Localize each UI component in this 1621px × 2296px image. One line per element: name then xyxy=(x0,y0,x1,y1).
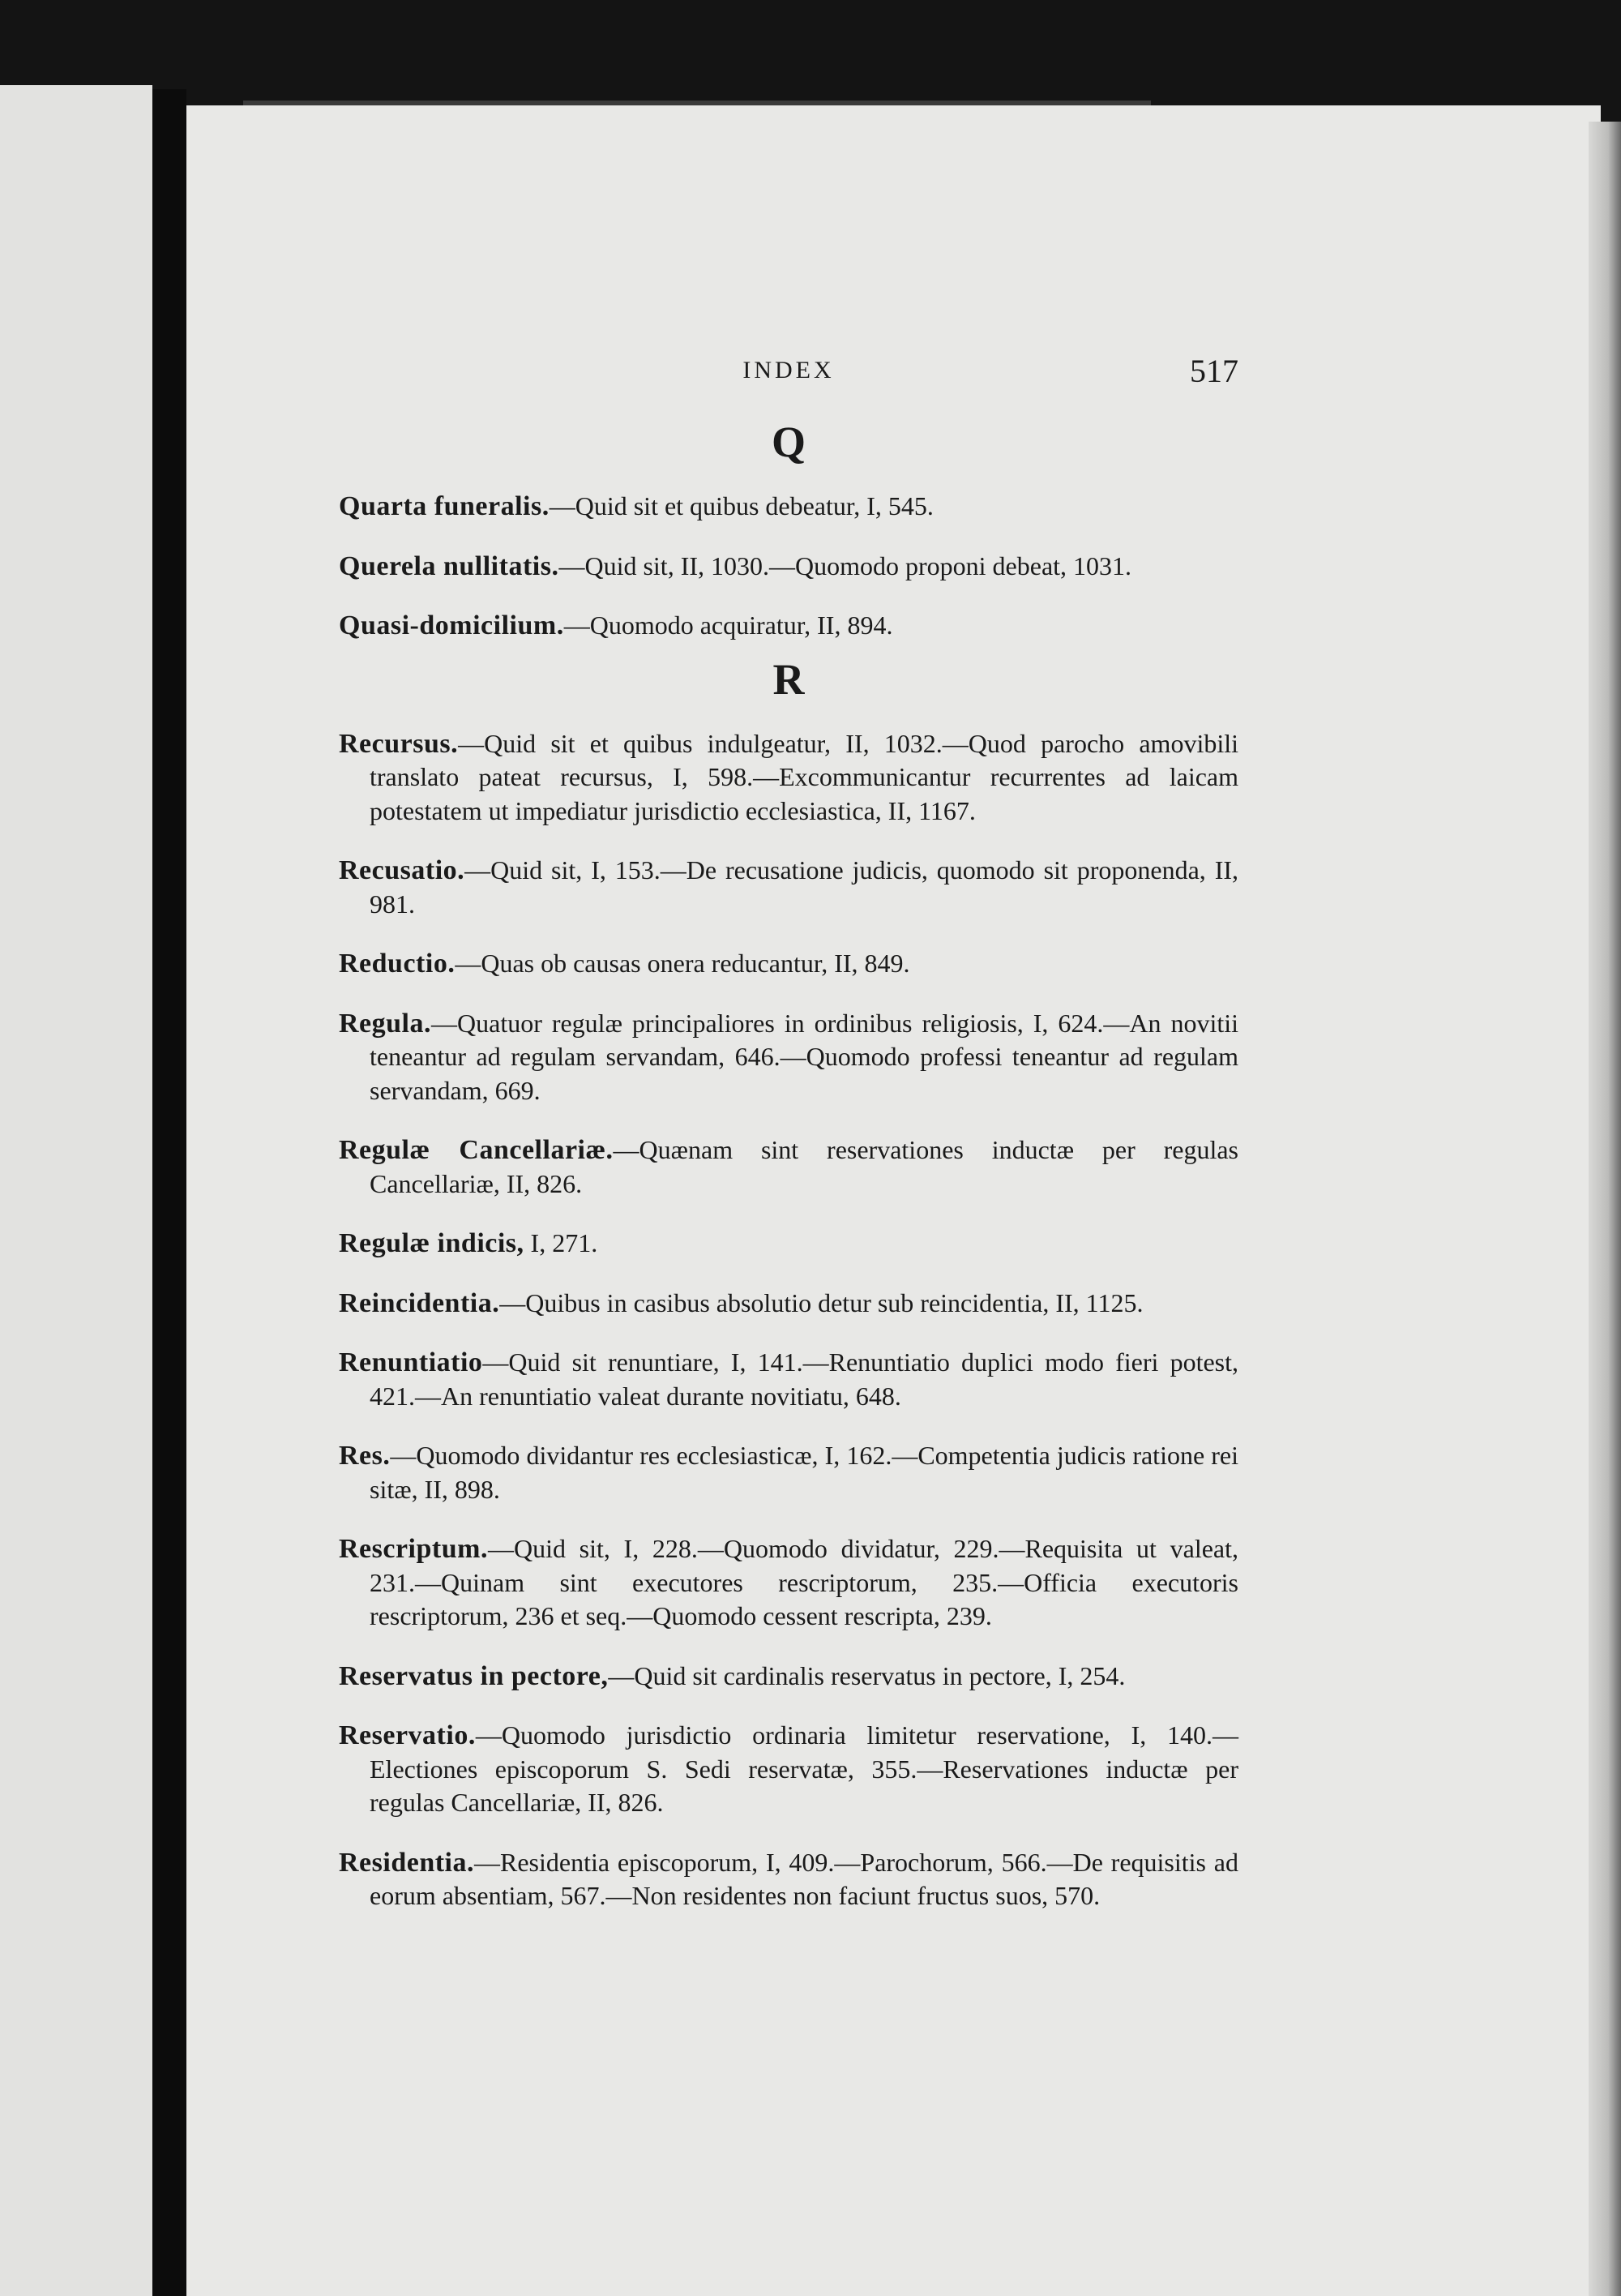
entry-text: —Quomodo acquiratur, II, 894. xyxy=(563,610,893,640)
index-text-block xyxy=(339,353,1239,1924)
index-entry xyxy=(339,1227,1238,1261)
index-entry xyxy=(339,1133,1238,1201)
entry-term: Renuntiatio xyxy=(339,1347,483,1377)
index-entry xyxy=(339,1532,1238,1634)
entry-text: —Quid sit et quibus debeatur, I, 545. xyxy=(549,491,934,520)
index-entry xyxy=(339,1719,1238,1820)
entry-term: Reductio. xyxy=(339,949,456,979)
section-q xyxy=(339,420,1238,643)
entry-text: —Quas ob causas onera reducantur, II, 849. xyxy=(455,949,910,978)
index-entry xyxy=(339,727,1238,829)
index-entry xyxy=(339,550,1238,584)
entry-text: I, 271. xyxy=(524,1228,598,1257)
section-letter: R xyxy=(772,654,805,704)
entry-text: —Quid sit cardinalis reservatus in pectore, I, 254. xyxy=(608,1660,1126,1690)
entry-term: Recursus. xyxy=(339,728,459,759)
entry-term: Residentia. xyxy=(339,1847,474,1878)
entry-term: Res. xyxy=(339,1441,391,1471)
entry-text: —Residentia episcoporum, I, 409.—Parochorum, 566.—De requisitis ad eorum absentiam, 567.—Non residentes non faciunt fructus suos, 570. xyxy=(370,1847,1238,1910)
section-letter: Q xyxy=(771,418,806,466)
index-entry xyxy=(339,1439,1238,1506)
entry-text: —Quid sit, I, 153.—De recusatione judicis, quomodo sit proponenda, II, 981. xyxy=(370,855,1238,919)
facing-page-edge xyxy=(0,85,152,2296)
entry-text: —Quid sit et quibus indulgeatur, II, 1032.—Quod parocho amovibili translato pateat recursus, I, 598.—Excommunicantur recurrentes ad laicam potestatem ut impediatur jurisdictio ecclesiastica, II, 1167. xyxy=(370,728,1238,825)
running-head-title: INDEX xyxy=(742,357,835,383)
entry-text: —Quomodo jurisdictio ordinaria limitetur reservatione, I, 140.—Electiones episcoporum S. Sedi reservatæ, 355.—Reservationes inductæ per regulas Cancellariæ, II, 826. xyxy=(370,1720,1238,1817)
entry-term: Reservatio. xyxy=(339,1720,476,1750)
entry-term: Reincidentia. xyxy=(339,1287,500,1318)
entry-text: —Quibus in casibus absolutio detur sub reincidentia, II, 1125. xyxy=(499,1287,1144,1317)
book-gutter xyxy=(152,89,186,2296)
entry-term: Recusatio. xyxy=(339,855,465,885)
entry-term: Regula. xyxy=(339,1008,431,1039)
index-entry xyxy=(339,854,1238,921)
page-number: 517 xyxy=(1190,353,1238,389)
entry-term: Regulæ indicis, xyxy=(339,1228,524,1258)
index-entry xyxy=(339,1007,1238,1108)
entry-text: —Quid sit, II, 1030.—Quomodo proponi debeat, 1031. xyxy=(558,550,1132,580)
entry-term: Rescriptum. xyxy=(339,1534,488,1564)
index-entry xyxy=(339,947,1238,981)
entry-text: —Quid sit renuntiare, I, 141.—Renuntiatio duplici modo fieri potest, 421.—An renuntiatio valeat durante novitiatu, 648. xyxy=(370,1347,1238,1411)
entry-term: Querela nullitatis. xyxy=(339,550,559,581)
entry-text: —Quænam sint reservationes inductæ per regulas Cancellariæ, II, 826. xyxy=(370,1135,1239,1198)
index-entry xyxy=(339,1660,1238,1694)
entry-text: —Quid sit, I, 228.—Quomodo dividatur, 229.—Requisita ut valeat, 231.—Quinam sint executores rescriptorum, 235.—Officia executoris rescriptorum, 236 et seq.—Quomodo cessent rescripta, 239. xyxy=(370,1534,1238,1630)
page-fore-edge xyxy=(1589,122,1621,2296)
index-entry xyxy=(339,490,1238,524)
entry-term: Quasi-domicilium. xyxy=(339,610,564,640)
running-head xyxy=(339,353,1238,405)
entry-text: —Quomodo dividantur res ecclesiasticæ, I, 162.—Competentia judicis ratione rei sitæ, II, 898. xyxy=(370,1441,1238,1504)
index-entry xyxy=(339,1287,1238,1321)
entry-term: Quarta funeralis. xyxy=(339,491,550,521)
index-entry xyxy=(339,1846,1238,1913)
index-entry xyxy=(339,1346,1238,1413)
index-entry xyxy=(339,609,1238,643)
entry-term: Regulæ Cancellariæ. xyxy=(339,1135,614,1165)
entry-text: —Quatuor regulæ principaliores in ordinibus religiosis, I, 624.—An novitii teneantur ad regulam servandam, 646.—Quomodo professi teneantur ad regulam servandam, 669. xyxy=(370,1008,1238,1105)
entry-term: Reservatus in pectore, xyxy=(339,1660,609,1691)
section-r xyxy=(339,654,1239,1913)
